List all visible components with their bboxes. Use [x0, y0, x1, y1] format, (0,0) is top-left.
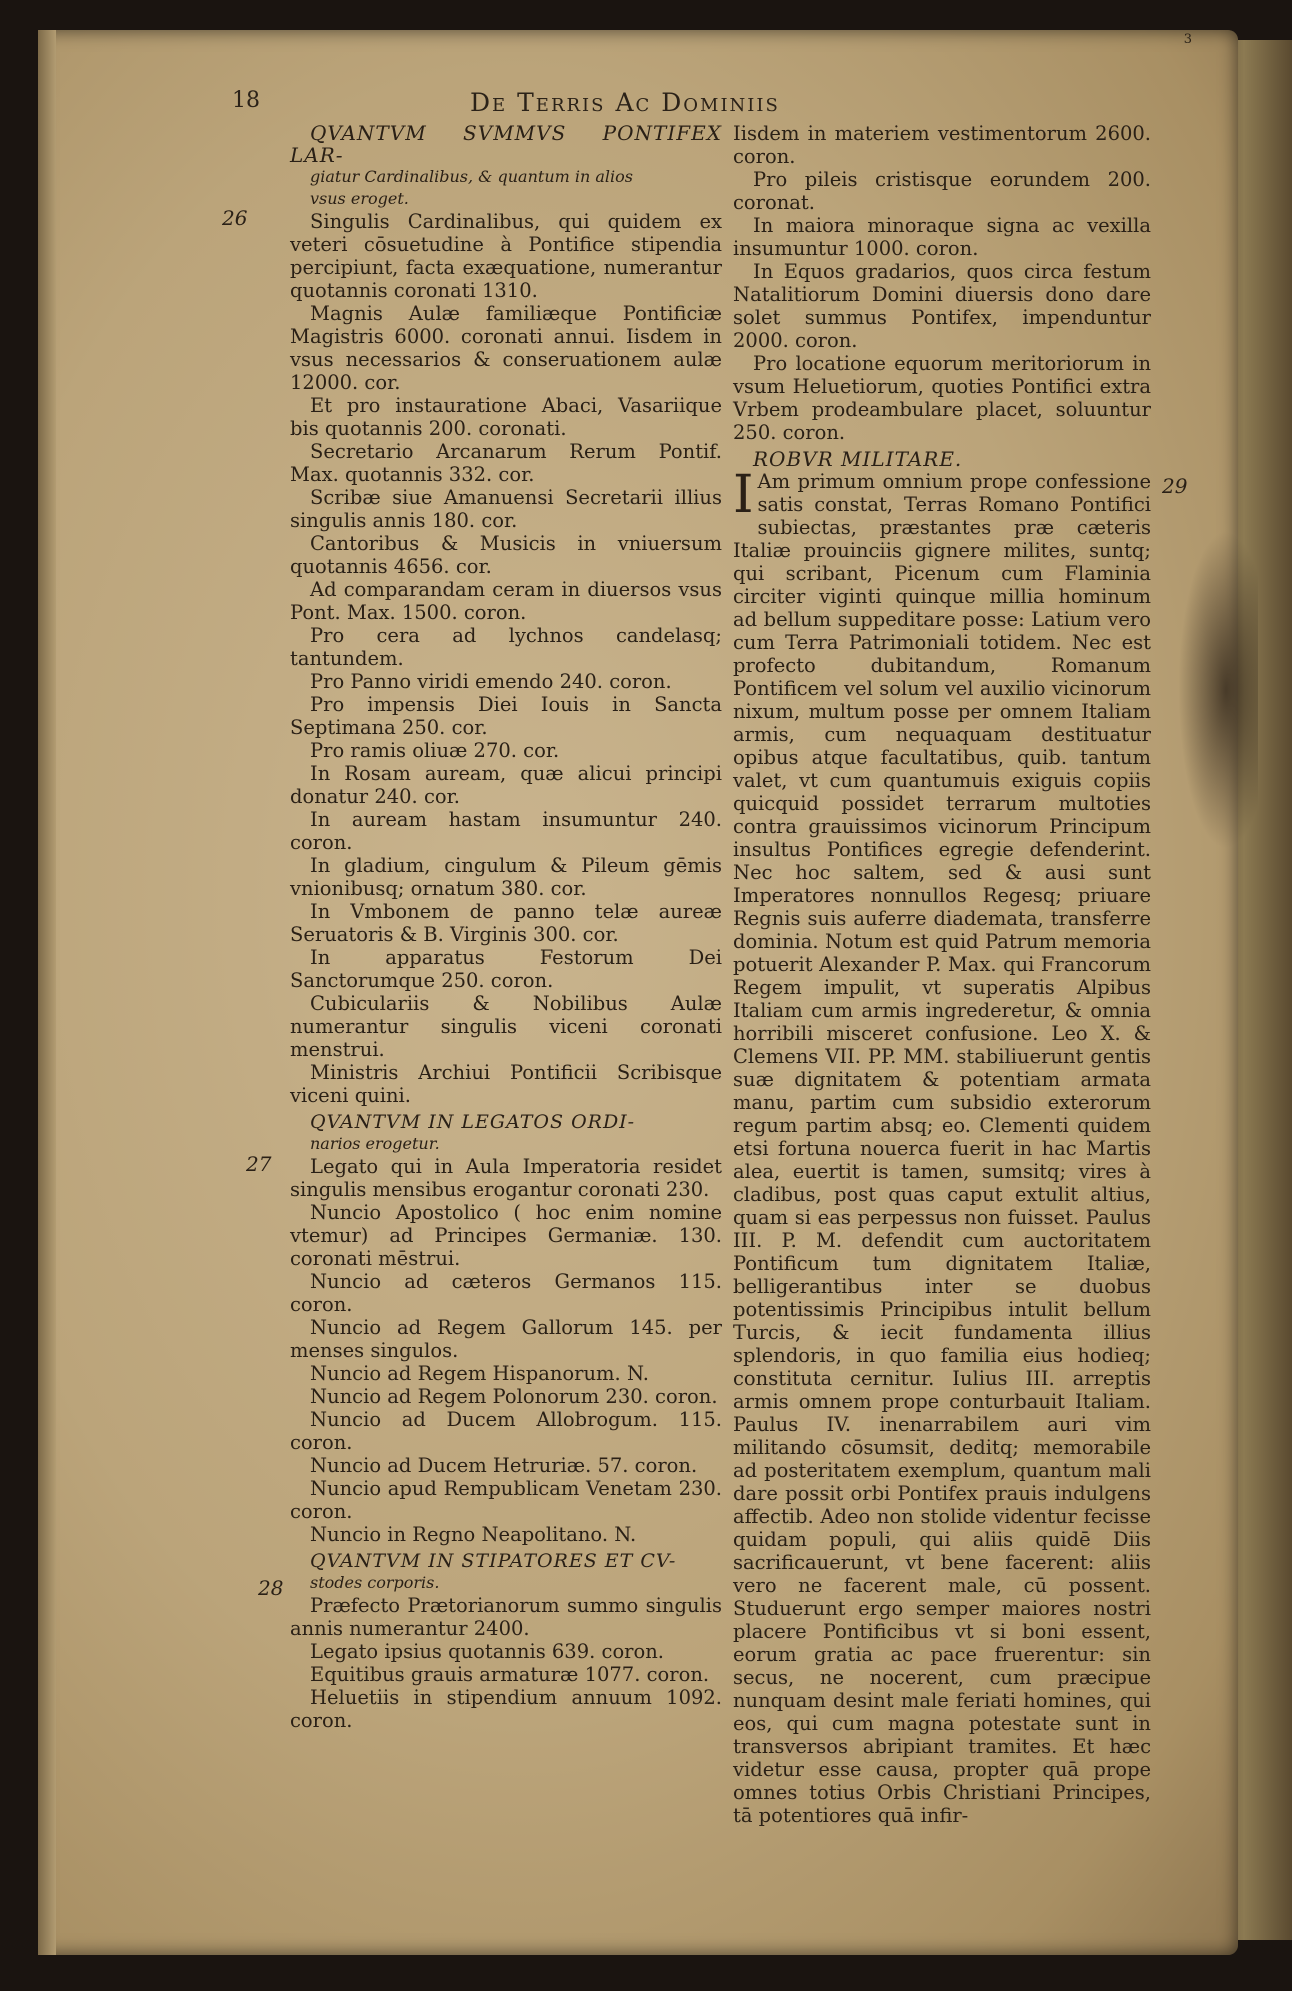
paragraph: In auream hastam insumuntur 240. coron.: [290, 808, 722, 854]
paragraph: Nuncio ad Regem Polonorum 230. coron.: [310, 1385, 718, 1408]
left-column: [290, 122, 722, 1732]
robur-body: I Am primum omnium prope confessione satis constat, Terras Romano Pontifici subiectas, præstantes præ cæteris Italiæ prouinciis gignere milites, suntq; qui scribant, Picenum cum Flaminia circiter viginti quinque millia hominum ad bellum suppeditare posse: Latium vero cum Terra Patrimoniali totidem. Nec est profecto dubitandum, Romanum Pontificem vel solum vel auxilio vicinorum nixum, multum posse per omnem Italiam armis, cum nequaquam destituatur opibus atque facultatibus, quib. tantum valet, vt cum quantumuis exiguis copiis quicquid possidet terrarum multoties contra grauissimos vicinorum Principum insultus Pontifices egregie defenderint. Nec hoc saltem, sed & ausi sunt Imperatores nonnullos Regesq; priuare Regnis suis auferre diademata, transferre dominia. Notum est quid Patrum memoria potuerit Alexander P. Max. qui Francorum Regem impulit, vt superatis Alpibus Italiam cum armis ingrederetur, & omnia horribili misceret confusione. Leo X. & Clemens VII. PP. MM. stabiliuerunt gentis suæ dignitatem & potentiam armata manu, partim cum subsidio exterorum regum partim absq; eo. Clementi quidem etsi fortuna nouerca fuerit in hac Martis alea, euertit is tamen, sumsitq; vires à cladibus, post quas caput extulit altius, quam si eas perpessus non fuisset. Paulus III. P. M. defendit cum auctoritatem Pontificum tum dignitatem Italiæ, belligerantibus inter se duobus potentissimis Principibus intulit bellum Turcis, & iecit fundamenta illius splendoris, in quo familia eius hodieq; constituta cernitur. Iulius III. arreptis armis omnem prope conturbauit Italiam. Paulus IV. inenarrabilem auri vim militando cōsumsit, deditq; memorabile ad posteritatem exemplum, quantum mali dare possit orbi Pontifex prauis indulgens affectib. Adeo non stolide videntur fecisse quidam populi, qui aliis quidē Diis sacrificauerunt, vt bene facerent: aliis vero ne facerent male, cū possent. Studuerunt ergo semper maiores nostri placere Pontificibus vt si boni essent, eorum gratia ac pace fruerentur: sin secus, ne nocerent, cum præcipue nunquam desint male feriati homines, qui eos, qui cum magna potestate sunt in transversos abripiant tramites. Et hæc videtur esse causa, propter quā prope omnes totius Orbis Christiani Principes, tā potentiores quā infir-: [733, 465, 1151, 1827]
paragraph: Ministris Archiui Pontificii Scribisque viceni quini.: [290, 1061, 722, 1107]
paragraph: Pro impensis Diei Iouis in Sancta Septimana 250. cor.: [290, 693, 722, 739]
paragraph: Singulis Cardinalibus, qui quidem ex veteri cōsuetudine à Pontifice stipendia percipiunt, facta exæquatione, numerantur quotannis coronati 1310.: [290, 210, 722, 302]
section-heading-guards: QVANTVM IN STIPATORES ET CV- stodes corporis.: [310, 1550, 677, 1592]
paragraph: In gladium, cingulum & Pileum gēmis vnionibusq; ornatum 380. cor.: [290, 854, 722, 900]
paragraph: Legato qui in Aula Imperatoria residet singulis mensibus erogantur coronati 230.: [290, 1155, 722, 1201]
paragraph: In Vmbonem de panno telæ aureæ Seruatoris & B. Virginis 300. cor.: [290, 900, 722, 946]
paragraph: Heluetiis in stipendium annuum 1092. coron.: [290, 1686, 722, 1732]
paragraph: In apparatus Festorum Dei Sanctorumque 250. coron.: [290, 946, 722, 992]
paragraph: Magnis Aulæ familiæque Pontificiæ Magistris 6000. coronati annui. Iisdem in vsus necessarios & conseruationem aulæ 12000. cor.: [290, 302, 722, 394]
section-heading-robur: ROBVR MILITARE.: [753, 447, 963, 471]
paragraph: Nuncio apud Rempublicam Venetam 230. coron.: [290, 1477, 722, 1523]
corner-mark: 3: [1183, 32, 1192, 47]
paragraph: Pro ramis oliuæ 270. cor.: [310, 739, 560, 762]
paragraph: Nuncio in Regno Neapolitano. N.: [310, 1523, 637, 1546]
paragraph: Secretario Arcanarum Rerum Pontif. Max. quotannis 332. cor.: [290, 440, 722, 486]
paragraph: Pro cera ad lychnos candelasq; tantundem.: [290, 624, 722, 670]
section-heading-legates: QVANTVM IN LEGATOS ORDI- narios erogetur.: [310, 1111, 636, 1153]
paragraph: Nuncio ad Regem Hispanorum. N.: [310, 1362, 649, 1385]
running-title: De Terris Ac Dominiis: [470, 88, 780, 117]
margin-number-26: 26: [222, 206, 248, 230]
paragraph: Pro pileis cristisque eorundem 200. coronat.: [733, 168, 1151, 214]
paragraph: Cubiculariis & Nobilibus Aulæ numerantur singulis viceni coronati menstrui.: [290, 992, 722, 1061]
water-stain: [1178, 530, 1258, 850]
section-heading-pontifex: QVANTVM SVMMVS PONTIFEX LAR- giatur Cardinalibus, & quantum in alios vsus eroget.: [290, 121, 722, 208]
margin-number-29: 29: [1162, 474, 1188, 498]
paragraph: Præfecto Prætorianorum summo singulis annis numerantur 2400.: [290, 1594, 722, 1640]
drop-cap: I: [733, 465, 754, 525]
paragraph: In maiora minoraque signa ac vexilla insumuntur 1000. coron.: [733, 214, 1151, 260]
paragraph: Cantoribus & Musicis in vniuersum quotannis 4656. cor.: [290, 532, 722, 578]
paragraph: In Equos gradarios, quos circa festum Natalitiorum Domini diuersis dono dare solet summus Pontifex, impenduntur 2000. coron.: [733, 260, 1151, 352]
paragraph: In Rosam auream, quæ alicui principi donatur 240. cor.: [290, 762, 722, 808]
paragraph: Pro Panno viridi emendo 240. coron.: [310, 670, 672, 693]
paragraph: Nuncio ad cæteros Germanos 115. coron.: [290, 1270, 722, 1316]
paragraph: Nuncio ad Ducem Hetruriæ. 57. coron.: [310, 1454, 698, 1477]
paragraph: Nuncio ad Regem Gallorum 145. per menses singulos.: [290, 1316, 722, 1362]
margin-number-28: 28: [258, 1576, 284, 1600]
paragraph: Nuncio ad Ducem Allobrogum. 115. coron.: [290, 1408, 722, 1454]
page-number: 18: [232, 88, 260, 113]
paragraph: Equitibus grauis armaturæ 1077. coron.: [310, 1663, 710, 1686]
running-header: [0, 88, 1292, 124]
paragraph: Et pro instauratione Abaci, Vasariique bis quotannis 200. coronati.: [290, 394, 722, 440]
paragraph: Ad comparandam ceram in diuersos vsus Pont. Max. 1500. coron.: [290, 578, 722, 624]
paragraph: Scribæ siue Amanuensi Secretarii illius singulis annis 180. cor.: [290, 486, 722, 532]
paragraph: Iisdem in materiem vestimentorum 2600. coron.: [733, 122, 1151, 168]
right-column: [733, 122, 1151, 1827]
paragraph: Legato ipsius quotannis 639. coron.: [310, 1640, 664, 1663]
paragraph: Pro locatione equorum meritoriorum in vsum Heluetiorum, quoties Pontifici extra Vrbem prodeambulare placet, soluuntur 250. coron.: [733, 352, 1151, 444]
paragraph: Nuncio Apostolico ( hoc enim nomine vtemur) ad Principes Germaniæ. 130. coronati mēstrui.: [290, 1201, 722, 1270]
margin-number-27: 27: [246, 1152, 272, 1176]
